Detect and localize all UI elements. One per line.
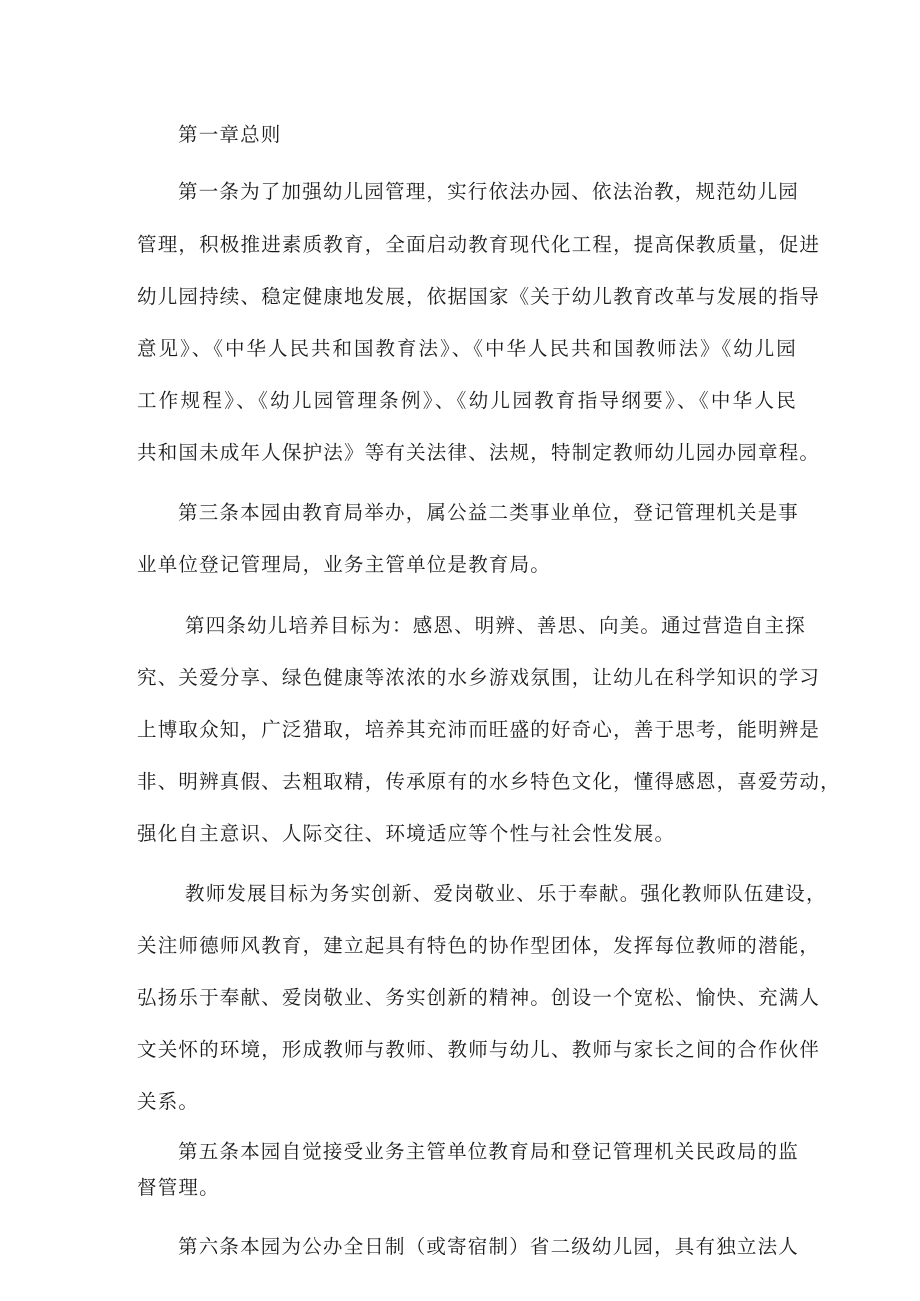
article-4-line-3: 上博取众知，广泛猎取，培养其充沛而旺盛的好奇心，善于思考，能明辨是	[137, 718, 821, 741]
article-1-line-2: 管理，积极推进素质教育，全面启动教育现代化工程，提高保教质量，促进	[137, 233, 821, 256]
article-3-line-1: 第三条本园由教育局举办，属公益二类事业单位，登记管理机关是事	[178, 501, 800, 524]
article-1-line-4: 意见》、《中华人民共和国教育法》、《中华人民共和国教师法》《幼儿园	[137, 337, 797, 360]
teacher-goals-line-3: 弘扬乐于奉献、爱岗敬业、务实创新的精神。创设一个宽松、愉快、充满人	[137, 986, 821, 1009]
teacher-goals-line-1: 教师发展目标为务实创新、爱岗敬业、乐于奉献。强化教师队伍建设，	[185, 882, 827, 905]
article-5-line-1: 第五条本园自觉接受业务主管单位教育局和登记管理机关民政局的监	[178, 1140, 800, 1163]
article-4-line-5: 强化自主意识、人际交往、环境适应等个性与社会性发展。	[137, 822, 676, 845]
article-4-line-1: 第四条幼儿培养目标为：感恩、明辨、善思、向美。通过营造自主探	[185, 614, 807, 637]
article-1-line-5: 工作规程》、《幼儿园管理条例》、《幼儿园教育指导纲要》、《中华人民	[137, 389, 797, 412]
article-6-line-1: 第六条本园为公办全日制（或寄宿制）省二级幼儿园，具有独立法人	[178, 1235, 800, 1258]
article-4-line-2: 究、关爱分享、绿色健康等浓浓的水乡游戏氛围，让幼儿在科学知识的学习	[137, 666, 821, 689]
article-5-line-2: 督管理。	[137, 1176, 220, 1199]
article-1-line-6: 共和国未成年人保护法》等有关法律、法规，特制定教师幼儿园办园章程。	[137, 441, 821, 464]
teacher-goals-line-2: 关注师德师风教育，建立起具有特色的协作型团体，发挥每位教师的潜能，	[137, 934, 821, 957]
article-3-line-2: 业单位登记管理局，业务主管单位是教育局。	[137, 553, 552, 576]
teacher-goals-line-5: 关系。	[137, 1090, 200, 1113]
article-1-line-1: 第一条为了加强幼儿园管理，实行依法办园、依法治教，规范幼儿园	[178, 180, 800, 203]
article-1-line-3: 幼儿园持续、稳定健康地发展，依据国家《关于幼儿教育改革与发展的指导	[137, 285, 821, 308]
teacher-goals-line-4: 文关怀的环境，形成教师与教师、教师与幼儿、教师与家长之间的合作伙伴	[137, 1038, 821, 1061]
chapter-heading: 第一章总则	[178, 123, 282, 146]
article-4-line-4: 非、明辨真假、去粗取精，传承原有的水乡特色文化，懂得感恩，喜爱劳动，	[137, 770, 841, 793]
